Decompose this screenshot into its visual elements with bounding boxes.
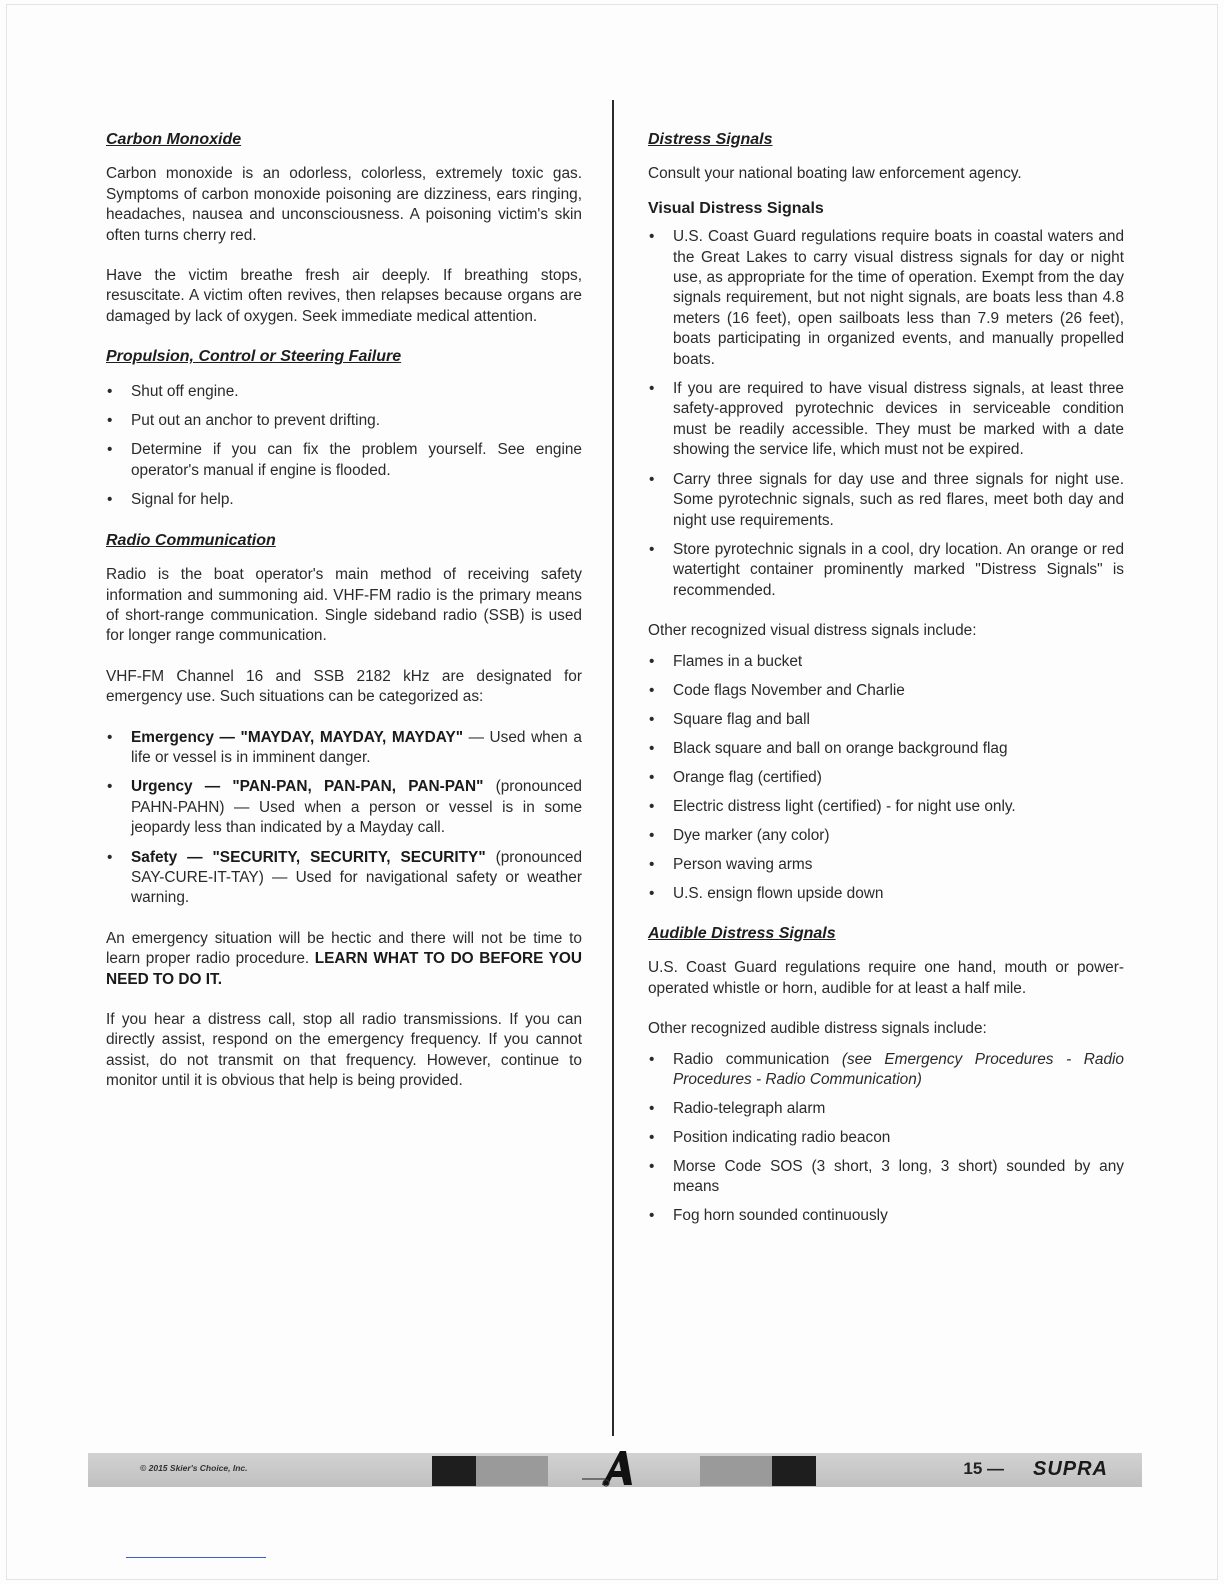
bullet-icon: • xyxy=(649,652,655,670)
list-item: • Orange flag (certified) xyxy=(648,768,1124,788)
distress-para-1: Consult your national boating law enforcement agency. xyxy=(648,165,1022,183)
heading-distress-signals: Distress Signals xyxy=(648,131,773,148)
list-item: • Fog horn sounded continuously xyxy=(648,1206,1124,1226)
bullet-icon: • xyxy=(649,797,655,815)
list-item: • Radio communication (see Emergency Procedures - Radio Procedures - Radio Communication) xyxy=(649,1050,1124,1088)
heading-visual-distress-signals: Visual Distress Signals xyxy=(648,199,824,217)
heading-audible-distress-signals: Audible Distress Signals xyxy=(648,924,836,942)
footer-block-mid-right xyxy=(700,1456,772,1486)
radio-warning-bold: LEARN WHAT TO DO BEFORE YOU NEED TO DO IT. xyxy=(106,950,582,988)
bullet-icon: • xyxy=(649,380,655,398)
radio-para-4: If you hear a distress call, stop all radio transmissions. If you can directly assist, respond on the emergency frequency. If you cannot assist, do not transmit on that frequency. However, continue to monitor until it is obvious that help is being provided. xyxy=(106,1011,582,1090)
radio-para-2: VHF-FM Channel 16 and SSB 2182 kHz are designated for emergency use. Such situations can be categorized as: xyxy=(106,667,582,706)
page-footer xyxy=(88,1453,1142,1487)
brand-logo-icon xyxy=(580,1447,640,1496)
left-column xyxy=(106,130,582,1112)
heading-radio-communication: Radio Communication xyxy=(106,531,276,549)
list-item: • Signal for help. xyxy=(106,490,582,510)
list-item: • Black square and ball on orange background flag xyxy=(648,739,1124,759)
bullet-icon: • xyxy=(649,1157,655,1175)
bullet-icon: • xyxy=(107,728,113,746)
list-item: • Store pyrotechnic signals in a cool, dry location. An orange or red watertight container prominently marked "Distress Signals" is recommended. xyxy=(649,540,1124,599)
bullet-icon: • xyxy=(649,768,655,786)
list-item: • Square flag and ball xyxy=(648,710,1124,730)
visual-other-list xyxy=(648,652,1124,904)
bullet-icon: • xyxy=(649,1099,655,1117)
bullet-icon: • xyxy=(649,884,655,902)
list-item: • Shut off engine. xyxy=(106,382,582,402)
bullet-icon: • xyxy=(649,1128,655,1146)
list-item: • If you are required to have visual distress signals, at least three safety-approved pyrotechnic devices in serviceable condition must be readily accessible. They must be marked with a date showing the service life, which must not be expired. xyxy=(649,380,1124,459)
heading-carbon-monoxide: Carbon Monoxide xyxy=(106,131,242,148)
bullet-icon: • xyxy=(649,1050,655,1068)
bullet-icon: • xyxy=(107,848,113,866)
list-item: • Dye marker (any color) xyxy=(648,826,1124,846)
audible-para-1: U.S. Coast Guard regulations require one hand, mouth or power-operated whistle or horn, audible for at least a half mile. xyxy=(648,959,1124,997)
bullet-icon: • xyxy=(649,826,655,844)
list-item: • Flames in a bucket xyxy=(648,652,1124,672)
audible-other-intro: Other recognized audible distress signals include: xyxy=(648,1020,987,1038)
list-item: • Radio-telegraph alarm xyxy=(648,1099,1124,1119)
list-item: • U.S. ensign flown upside down xyxy=(648,884,1124,904)
bullet-icon: • xyxy=(649,470,655,488)
hyperlink-underline xyxy=(126,1557,266,1558)
list-item-safety: • Safety — "SECURITY, SECURITY, SECURITY" (pronounced SAY-CURE-IT-TAY) — Used for navigational safety or weather warning. xyxy=(107,848,583,907)
bullet-icon: • xyxy=(107,412,113,430)
page-number: 15 — xyxy=(963,1459,1004,1478)
copyright-notice: © 2015 Skier's Choice, Inc. xyxy=(140,1463,248,1473)
list-item: • Electric distress light (certified) - for night use only. xyxy=(648,797,1124,817)
carbon-monoxide-para-2: Have the victim breathe fresh air deeply. If breathing stops, resuscitate. A victim often revives, then relapses because organs are damaged by lack of oxygen. Seek immediate medical attention. xyxy=(106,267,582,325)
visual-rules-list xyxy=(648,227,1124,601)
list-item: • Person waving arms xyxy=(648,855,1124,875)
bullet-icon: • xyxy=(107,382,113,400)
propulsion-steps-list xyxy=(106,382,582,511)
bullet-icon: • xyxy=(107,778,113,796)
radio-para-3: An emergency situation will be hectic and there will not be time to learn proper radio procedure. LEARN WHAT TO DO BEFORE YOU NEED TO DO IT. xyxy=(106,929,582,988)
list-item: • Put out an anchor to prevent drifting. xyxy=(106,411,582,431)
radio-para-1: Radio is the boat operator's main method of receiving safety information and summoning aid. VHF-FM radio is the primary means of short-range communication. Single sideband radio (SSB) is used for longer range communication. xyxy=(106,566,582,645)
heading-propulsion-failure: Propulsion, Control or Steering Failure xyxy=(106,348,402,366)
bullet-icon: • xyxy=(107,441,113,459)
bullet-icon: • xyxy=(649,228,655,246)
carbon-monoxide-para-1: Carbon monoxide is an odorless, colorless, extremely toxic gas. Symptoms of carbon monoxide poisoning are dizziness, ears ringing, headaches, nausea and unconsciousness. A poisoning victim's skin often turns cherry red. xyxy=(106,165,582,244)
list-item: • Determine if you can fix the problem yourself. See engine operator's manual if engine is flooded. xyxy=(107,441,582,479)
bullet-icon: • xyxy=(649,1207,655,1225)
footer-block-dark-right xyxy=(772,1456,816,1486)
bullet-icon: • xyxy=(649,739,655,757)
column-divider xyxy=(612,100,614,1436)
radio-calls-list xyxy=(106,728,582,909)
list-item: • Position indicating radio beacon xyxy=(648,1128,1124,1148)
brand-wordmark: SUPRA xyxy=(1032,1458,1108,1480)
list-item: • U.S. Coast Guard regulations require boats in coastal waters and the Great Lakes to carry visual distress signals for day or night use, as appropriate for the time of operation. Exempt from the day signals requirement, but not night signals, are boats less than 4.8 meters (16 feet), open sailboats less than 7.9 meters (26 feet), boats participating in organized events, and manually propelled boats. xyxy=(649,228,1124,368)
right-column xyxy=(648,130,1124,1247)
footer-block-mid-left xyxy=(476,1456,548,1486)
bullet-icon: • xyxy=(649,681,655,699)
visual-other-intro: Other recognized visual distress signals include: xyxy=(648,622,977,640)
list-item-urgency: • Urgency — "PAN-PAN, PAN-PAN, PAN-PAN" (pronounced PAHN-PAHN) — Used when a person or vessel is in some jeopardy less than indicated by a Mayday call. xyxy=(107,778,582,837)
list-item: • Code flags November and Charlie xyxy=(648,681,1124,701)
list-item: • Morse Code SOS (3 short, 3 long, 3 short) sounded by any means xyxy=(649,1157,1124,1196)
audible-other-list xyxy=(648,1050,1124,1227)
bullet-icon: • xyxy=(649,855,655,873)
list-item-emergency: • Emergency — "MAYDAY, MAYDAY, MAYDAY" — Used when a life or vessel is in imminent danger. xyxy=(107,728,582,766)
footer-block-dark-left xyxy=(432,1456,476,1486)
list-item: • Carry three signals for day use and three signals for night use. Some pyrotechnic signals, such as red flares, meet both day and night use requirements. xyxy=(649,470,1124,529)
bullet-icon: • xyxy=(107,491,113,509)
bullet-icon: • xyxy=(649,710,655,728)
bullet-icon: • xyxy=(649,540,655,558)
